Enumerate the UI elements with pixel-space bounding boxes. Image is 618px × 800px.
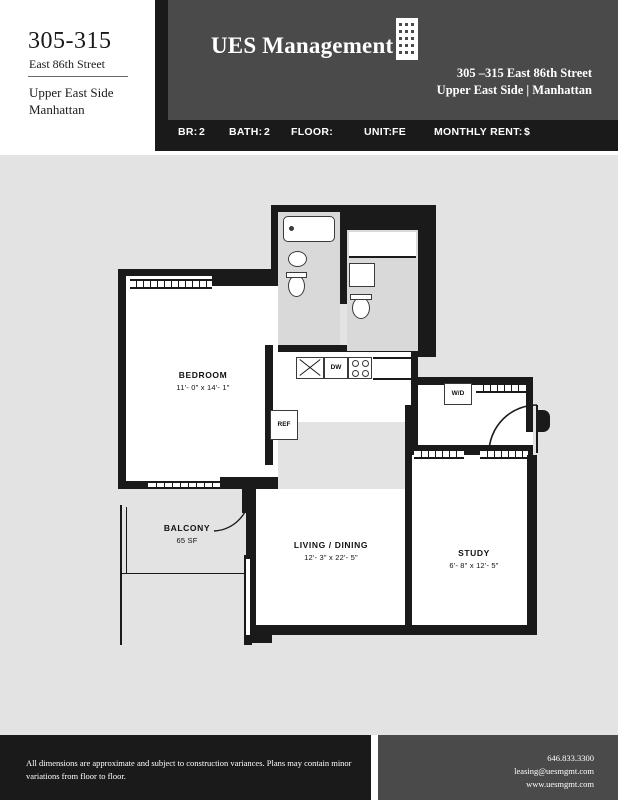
footer-gap (371, 735, 378, 800)
fact-br-value: 2 (199, 126, 206, 138)
balcony-door-panel (246, 559, 250, 635)
disclaimer-text: All dimensions are approximate and subject to construction variances. Plans may contain minor variations from floor to floor. (26, 758, 352, 781)
contact-email[interactable]: leasing@uesmgmt.com (514, 766, 594, 776)
bedroom-lower-window (148, 481, 220, 489)
page-header (0, 0, 618, 155)
toilet-icon-bath2 (352, 297, 370, 319)
wall-bedroom-bottom-run (118, 481, 148, 489)
fact-rent-label: MONTHLY RENT: (434, 126, 523, 138)
wall-bedroom-top (118, 269, 278, 276)
burner-2 (362, 360, 369, 367)
wall-bath1-right-block (340, 212, 347, 304)
room-living-dining (256, 489, 405, 635)
balcony-name: BALCONY (163, 523, 211, 533)
floor-plan (0, 155, 618, 735)
vanity-counter-bath2 (349, 263, 375, 287)
wall-kitchen-right (411, 352, 418, 412)
living-name: LIVING / DINING (293, 540, 369, 550)
balcony-rail-inner (126, 507, 127, 573)
bedroom-dims: 11'- 0" x 14'- 1" (176, 383, 230, 392)
entry-closet-hatch (476, 383, 526, 393)
washer-dryer-label: W/D (451, 390, 465, 397)
toilet-icon-bath1 (288, 275, 305, 297)
dishwasher-label: DW (330, 364, 342, 371)
room-label-study (420, 548, 528, 570)
study-window-right (480, 449, 528, 459)
refrigerator-label: REF (277, 421, 291, 428)
wall-study-left (405, 455, 412, 635)
fact-unit-label: UNIT: (364, 126, 393, 138)
sink-icon-bath1 (288, 251, 307, 267)
fact-br-label: BR: (178, 126, 198, 138)
wall-bath-bottom (271, 345, 347, 352)
bedroom-name: BEDROOM (178, 370, 228, 380)
fact-bath-label: BATH: (229, 126, 263, 138)
balcony-rail-left (120, 505, 122, 645)
toilet-tank-bath2 (350, 294, 372, 300)
brand-panel (168, 0, 618, 120)
divider (28, 76, 128, 77)
burner-1 (352, 360, 359, 367)
study-window-left (414, 449, 464, 459)
study-dims: 6'- 8" x 12'- 5" (449, 561, 499, 570)
contact-phone: 646.833.3300 (547, 753, 594, 763)
study-name: STUDY (458, 548, 490, 558)
building-icon (396, 18, 418, 60)
burner-3 (352, 370, 359, 377)
neighborhood-line1: Upper East Side (29, 85, 114, 100)
wall-study-right (527, 455, 537, 635)
living-dims: 12'- 3" x 22'- 5" (304, 553, 358, 562)
address-number: 305-315 (28, 28, 112, 54)
wall-shaft-right (418, 212, 436, 357)
address-block (0, 0, 155, 155)
wall-bedroom-left (118, 269, 126, 481)
room-study (411, 455, 533, 635)
balcony-rail-bottom (120, 573, 250, 574)
contact-website[interactable]: www.uesmgmt.com (526, 779, 594, 789)
fact-rent-value: $ (524, 126, 531, 138)
closet-shelf-area (349, 232, 416, 258)
header-subline-address: 305 –315 East 86th Street (456, 66, 592, 80)
room-label-bedroom (133, 370, 273, 392)
fact-unit-value: FE (392, 126, 407, 138)
balcony-door-swing-icon (208, 489, 252, 533)
tub-drain-icon (289, 226, 294, 231)
fact-floor-label: FLOOR: (291, 126, 334, 138)
contact-block (514, 752, 594, 791)
bedroom-window (130, 279, 212, 289)
range-icon (348, 357, 372, 379)
entry-door-leaf (536, 410, 550, 432)
closet-shelf-line (349, 256, 416, 258)
wall-kitchen-left (265, 345, 273, 465)
neighborhood (29, 84, 113, 118)
wall-bedroom-top-right-return (212, 276, 278, 286)
toilet-tank-bath1 (286, 272, 307, 278)
neighborhood-line2: Manhattan (29, 102, 85, 117)
wall-bath1-top (271, 205, 436, 212)
header-vertical-bar (155, 0, 168, 151)
wall-study-bottom (411, 625, 537, 635)
burner-4 (362, 370, 369, 377)
balcony-dims: 65 SF (176, 536, 198, 545)
address-street: East 86th Street (29, 57, 105, 71)
header-subline-neighborhood: Upper East Side | Manhattan (436, 83, 592, 97)
fact-bath-value: 2 (264, 126, 271, 138)
brand-title: UES Management (211, 33, 394, 58)
room-label-living-dining (258, 540, 404, 562)
